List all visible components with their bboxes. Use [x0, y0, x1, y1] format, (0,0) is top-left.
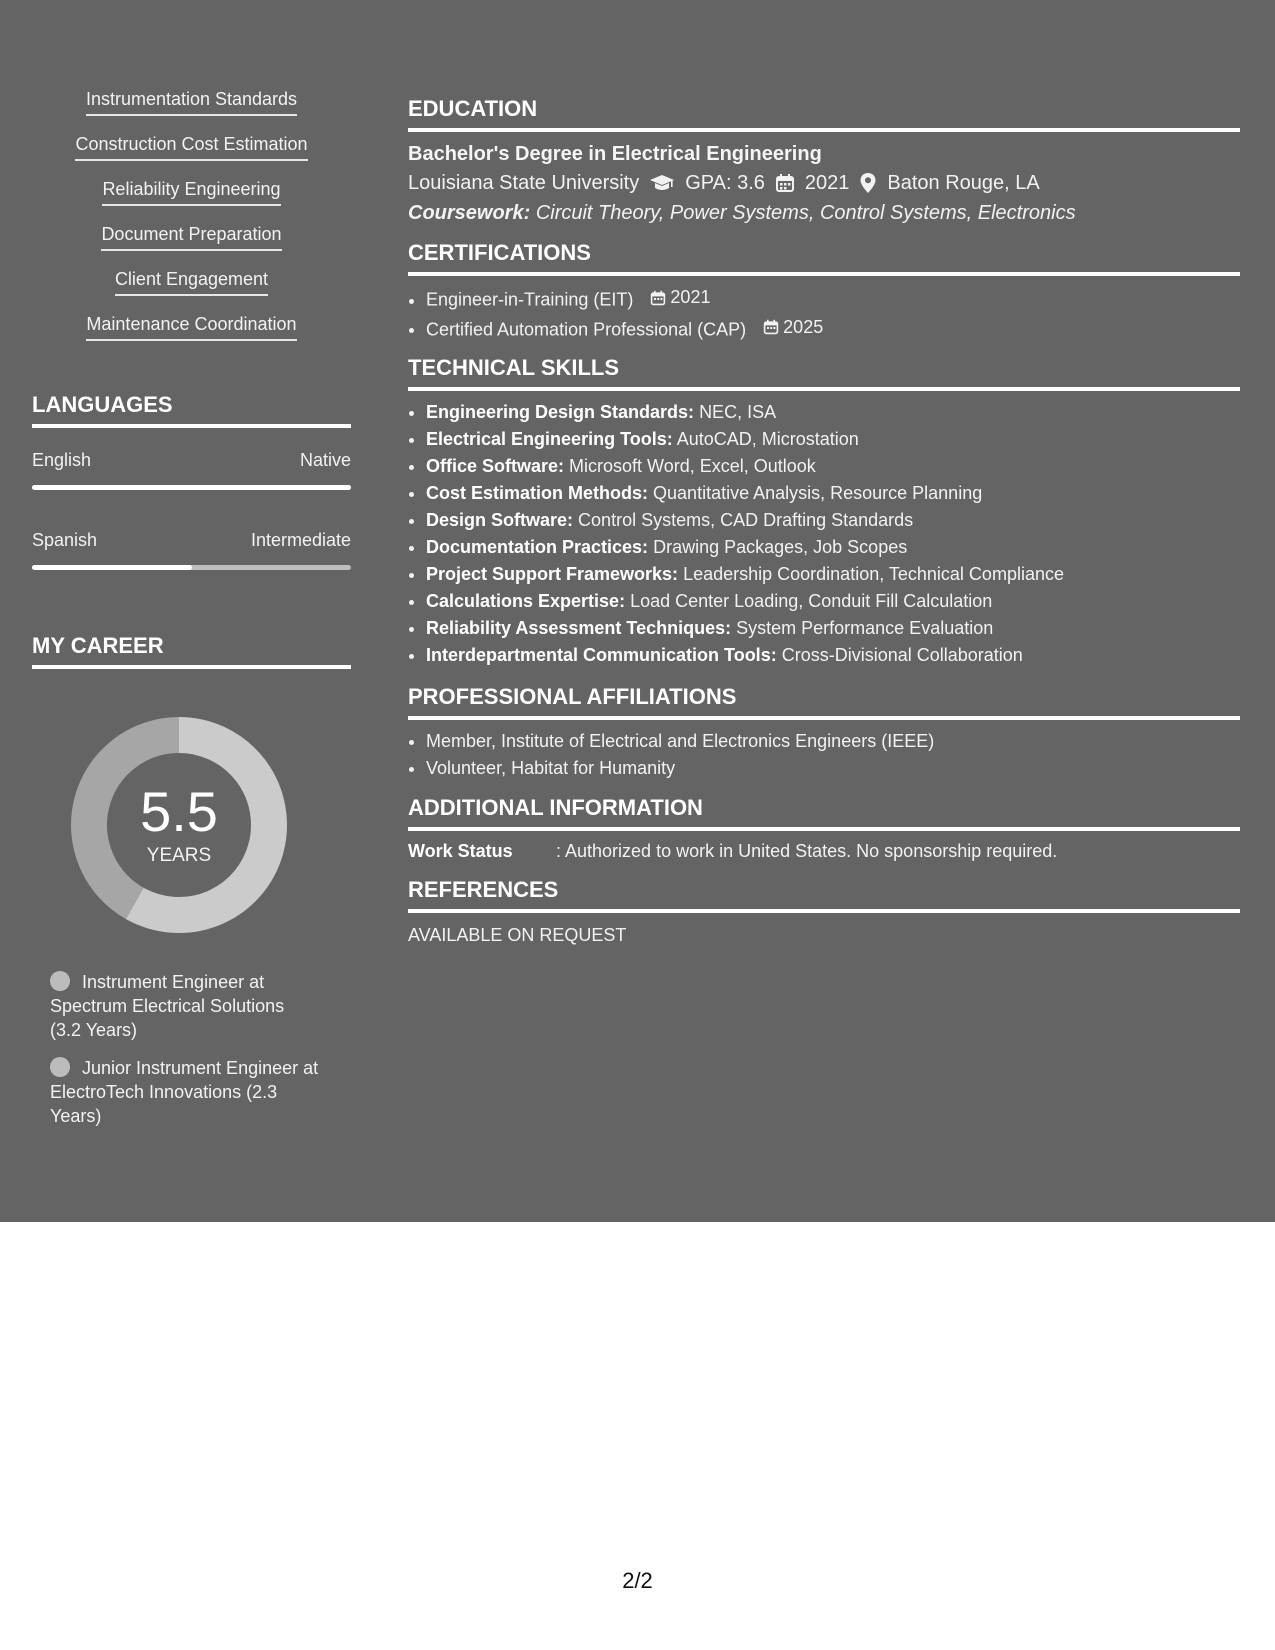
language-proficiency-fill	[32, 565, 192, 570]
skill-label: Engineering Design Standards:	[426, 402, 695, 422]
language-level: Intermediate	[250, 530, 351, 550]
coursework-list: Circuit Theory, Power Systems, Control Systems, Electronics	[535, 202, 1076, 224]
skill-tag-list	[32, 88, 351, 358]
skill-tag	[32, 88, 351, 133]
additional-info-heading: ADDITIONAL INFORMATION	[408, 795, 1240, 831]
language-item	[32, 450, 351, 490]
skill-value: Cross-Divisional Collaboration	[781, 645, 1023, 665]
language-proficiency-bar	[32, 565, 351, 570]
language-proficiency-bar	[32, 485, 351, 490]
skill-label: Project Support Frameworks:	[426, 564, 679, 584]
skill-value: AutoCAD, Microstation	[676, 429, 859, 449]
work-status-label: Work Status	[408, 841, 513, 861]
career-section	[32, 633, 351, 669]
skill-label: Design Software:	[426, 510, 574, 530]
skill-item	[426, 453, 1240, 480]
certifications-heading: CERTIFICATIONS	[408, 240, 1240, 276]
skill-item	[426, 534, 1240, 561]
language-name: English	[32, 450, 92, 470]
skill-label: Office Software:	[426, 456, 565, 476]
career-heading: MY CAREER	[32, 633, 351, 669]
skill-tag-label: Client Engagement	[115, 268, 268, 296]
affiliations-heading: PROFESSIONAL AFFILIATIONS	[408, 684, 1240, 720]
skill-label: Interdepartmental Communication Tools:	[426, 645, 777, 665]
technical-skills-section	[408, 355, 1240, 669]
skill-value: System Performance Evaluation	[736, 618, 994, 638]
work-status-value: : Authorized to work in United States. No sponsorship required.	[556, 841, 1058, 861]
certification-year: 2021	[670, 287, 711, 307]
skill-item	[426, 588, 1240, 615]
languages-section	[32, 392, 351, 570]
language-level: Native	[299, 450, 351, 470]
graduation-cap-icon	[649, 173, 675, 193]
skill-tag	[32, 178, 351, 223]
career-item-text: Junior Instrument Engineer at ElectroTech Innovations (2.3 Years)	[50, 1058, 319, 1126]
skill-value: Quantitative Analysis, Resource Planning	[653, 483, 983, 503]
skill-item	[426, 561, 1240, 588]
skill-value: Control Systems, CAD Drafting Standards	[578, 510, 914, 530]
skill-tag-label: Maintenance Coordination	[86, 313, 296, 341]
skill-tag-label: Document Preparation	[101, 223, 281, 251]
career-item-text: Instrument Engineer at Spectrum Electrical Solutions (3.2 Years)	[50, 972, 285, 1040]
career-item	[50, 970, 320, 1042]
references-section	[408, 877, 1240, 946]
skill-value: Microsoft Word, Excel, Outlook	[569, 456, 816, 476]
skill-tag-label: Instrumentation Standards	[86, 88, 297, 116]
skill-tag-label: Construction Cost Estimation	[75, 133, 307, 161]
references-text: AVAILABLE ON REQUEST	[408, 925, 627, 945]
skill-label: Electrical Engineering Tools:	[426, 429, 673, 449]
skill-value: NEC, ISA	[699, 402, 777, 422]
skill-label: Documentation Practices:	[426, 537, 649, 557]
coursework-label: Coursework:	[408, 202, 531, 224]
skill-value: Drawing Packages, Job Scopes	[653, 537, 908, 557]
languages-heading: LANGUAGES	[32, 392, 351, 428]
certifications-list	[408, 284, 1240, 343]
certifications-section	[408, 240, 1240, 343]
career-total-value: 5.5	[140, 780, 218, 843]
career-list	[50, 970, 320, 1142]
skill-tag	[32, 133, 351, 178]
education-heading: EDUCATION	[408, 96, 1240, 132]
skill-label: Calculations Expertise:	[426, 591, 626, 611]
skill-tag-label: Reliability Engineering	[102, 178, 280, 206]
certification-item	[426, 284, 1240, 314]
skill-item	[426, 480, 1240, 507]
calendar-icon	[775, 173, 795, 193]
skill-tag	[32, 268, 351, 313]
certification-name: Certified Automation Professional (CAP)	[426, 319, 747, 339]
technical-skills-heading: TECHNICAL SKILLS	[408, 355, 1240, 391]
language-name: Spanish	[32, 530, 98, 550]
career-donut-chart	[66, 712, 292, 938]
skill-label: Reliability Assessment Techniques:	[426, 618, 732, 638]
work-status-row	[408, 841, 1240, 862]
degree-title: Bachelor's Degree in Electrical Engineering	[408, 143, 822, 165]
education-meta	[408, 168, 1240, 198]
technical-skills-list	[408, 399, 1240, 669]
language-proficiency-fill	[32, 485, 351, 490]
certification-item	[426, 314, 1240, 344]
skill-item	[426, 615, 1240, 642]
calendar-icon	[763, 319, 779, 335]
affiliation-item: • Member, Institute of Electrical and Electronics Engineers (IEEE)	[426, 728, 1240, 755]
education-section	[408, 96, 1240, 228]
additional-info-section	[408, 795, 1240, 862]
page-number: 2/2	[622, 1568, 653, 1593]
skill-label: Cost Estimation Methods:	[426, 483, 649, 503]
career-dot-icon	[50, 971, 70, 991]
location-pin-icon	[859, 172, 877, 194]
skill-item	[426, 642, 1240, 669]
career-item	[50, 1056, 320, 1128]
school-name: Louisiana State University	[408, 172, 640, 194]
affiliations-list	[408, 728, 1240, 782]
references-heading: REFERENCES	[408, 877, 1240, 913]
career-total-unit: YEARS	[146, 845, 212, 866]
language-item	[32, 530, 351, 570]
skill-tag	[32, 313, 351, 358]
skill-item	[426, 507, 1240, 534]
affiliations-section	[408, 684, 1240, 782]
skill-item	[426, 426, 1240, 453]
skill-value: Load Center Loading, Conduit Fill Calculation	[630, 591, 993, 611]
calendar-icon	[650, 290, 666, 306]
skill-value: Leadership Coordination, Technical Compliance	[683, 564, 1064, 584]
coursework	[408, 198, 1240, 228]
certification-name: Engineer-in-Training (EIT)	[426, 289, 634, 310]
certification-year: 2025	[783, 316, 824, 337]
career-dot-icon	[50, 1057, 70, 1077]
school-location: Baton Rouge, LA	[887, 172, 1040, 194]
affiliation-item: • Volunteer, Habitat for Humanity	[426, 755, 1240, 782]
skill-tag	[32, 223, 351, 268]
gpa: GPA: 3.6	[685, 172, 765, 194]
skill-item	[426, 399, 1240, 426]
graduation-year: 2021	[804, 172, 850, 194]
